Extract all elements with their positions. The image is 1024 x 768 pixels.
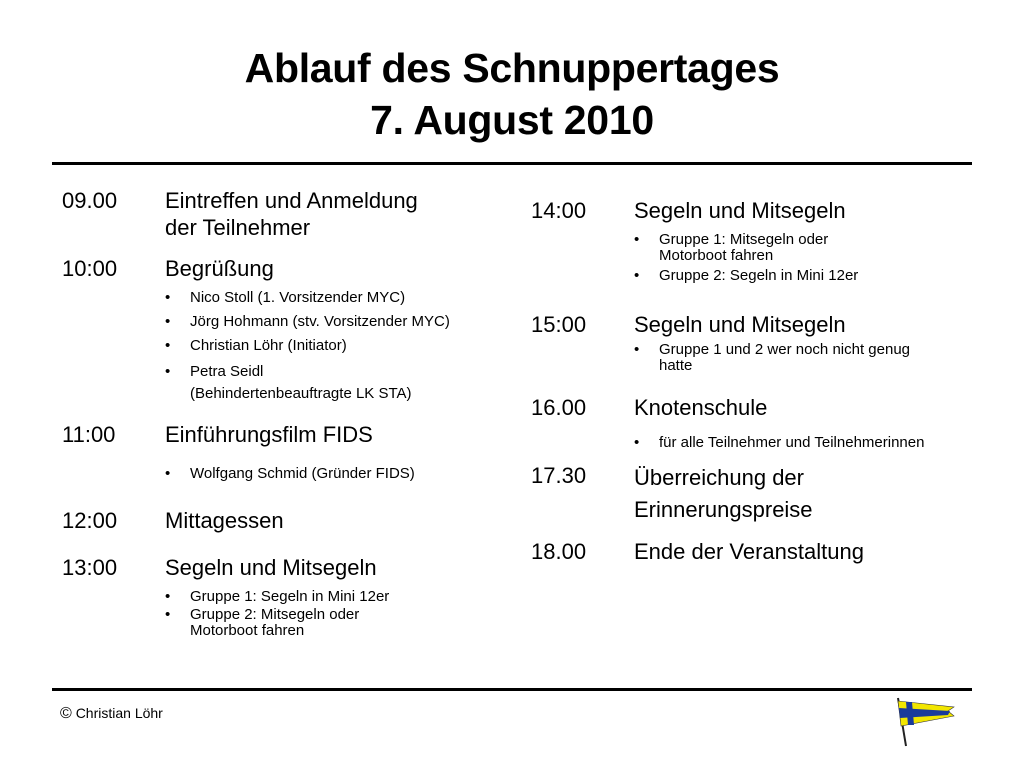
entry-time: 09.00: [62, 188, 118, 213]
entry-event: [165, 421, 373, 448]
entry-event: [165, 255, 274, 282]
copyright-symbol: ©: [60, 705, 72, 722]
bullet-list: [634, 342, 910, 374]
bullet-item: • Christian Löhr (Initiator): [165, 337, 450, 355]
entry-time: 14:00: [531, 198, 587, 223]
event-line: Knotenschule: [634, 395, 768, 420]
event-line: Eintreffen und Anmeldung: [165, 188, 418, 213]
bullet-item: • Jörg Hohmann (stv. Vorsitzender MYC): [165, 313, 450, 331]
entry-time: 11:00: [62, 422, 116, 447]
entry-event: [165, 507, 284, 534]
event-line: Segeln und Mitsegeln: [634, 312, 846, 337]
entry-time: 10:00: [62, 256, 118, 281]
entry-time: 12:00: [62, 508, 118, 533]
bullet-item: • Gruppe 1 und 2 wer noch nicht genug hatte: [634, 342, 910, 374]
entry-event: [634, 197, 846, 224]
event-line: Erinnerungspreise: [634, 497, 813, 522]
event-line: Ende der Veranstaltung: [634, 539, 864, 564]
entry-event: [165, 554, 377, 581]
page-title: [0, 42, 1024, 146]
entry-event: [634, 394, 767, 421]
title-line-1: Ablauf des Schnuppertages: [244, 45, 780, 91]
bottom-divider: [52, 688, 972, 691]
event-line: Einführungsfilm FIDS: [165, 422, 373, 447]
copyright-notice: [60, 705, 163, 723]
bullet-list: [634, 434, 924, 452]
bullet-item: • Nico Stoll (1. Vorsitzender MYC): [165, 289, 450, 307]
copyright-author: Christian Löhr: [75, 705, 163, 721]
bullet-item: • Gruppe 1: Mitsegeln oder Motorboot fahren: [634, 232, 858, 264]
bullet-item: • Gruppe 2: Mitsegeln oder Motorboot fahren: [165, 607, 389, 639]
event-line: Segeln und Mitsegeln: [165, 555, 377, 580]
entry-event: [634, 311, 846, 338]
title-line-2: 7. August 2010: [370, 97, 654, 143]
entry-time: 15:00: [531, 312, 587, 337]
bullet-item: • Gruppe 2: Segeln in Mini 12er: [634, 268, 858, 284]
entry-time: 13:00: [62, 555, 118, 580]
bullet-item: • für alle Teilnehmer und Teilnehmerinnen: [634, 434, 924, 452]
entry-time: 16.00: [531, 395, 587, 420]
bullet-list: [165, 289, 450, 405]
entry-event: [634, 538, 864, 565]
bullet-list: [634, 232, 858, 284]
event-line: Überreichung der: [634, 465, 804, 490]
entry-time: 17.30: [531, 463, 587, 488]
entry-time: 18.00: [531, 539, 587, 564]
event-line: Mittagessen: [165, 508, 284, 533]
entry-event: [634, 462, 813, 526]
event-line: Begrüßung: [165, 256, 274, 281]
bullet-list: [165, 465, 415, 483]
club-burgee-flag-icon: [888, 696, 960, 748]
bullet-item: • Petra Seidl (Behindertenbeauftragte LK STA): [165, 361, 450, 405]
top-divider: [52, 162, 972, 165]
bullet-item: • Wolfgang Schmid (Gründer FIDS): [165, 465, 415, 483]
bullet-item: • Gruppe 1: Segeln in Mini 12er: [165, 589, 389, 605]
bullet-list: [165, 589, 389, 639]
event-line: der Teilnehmer: [165, 215, 311, 240]
event-line: Segeln und Mitsegeln: [634, 198, 846, 223]
entry-event: [165, 187, 418, 241]
